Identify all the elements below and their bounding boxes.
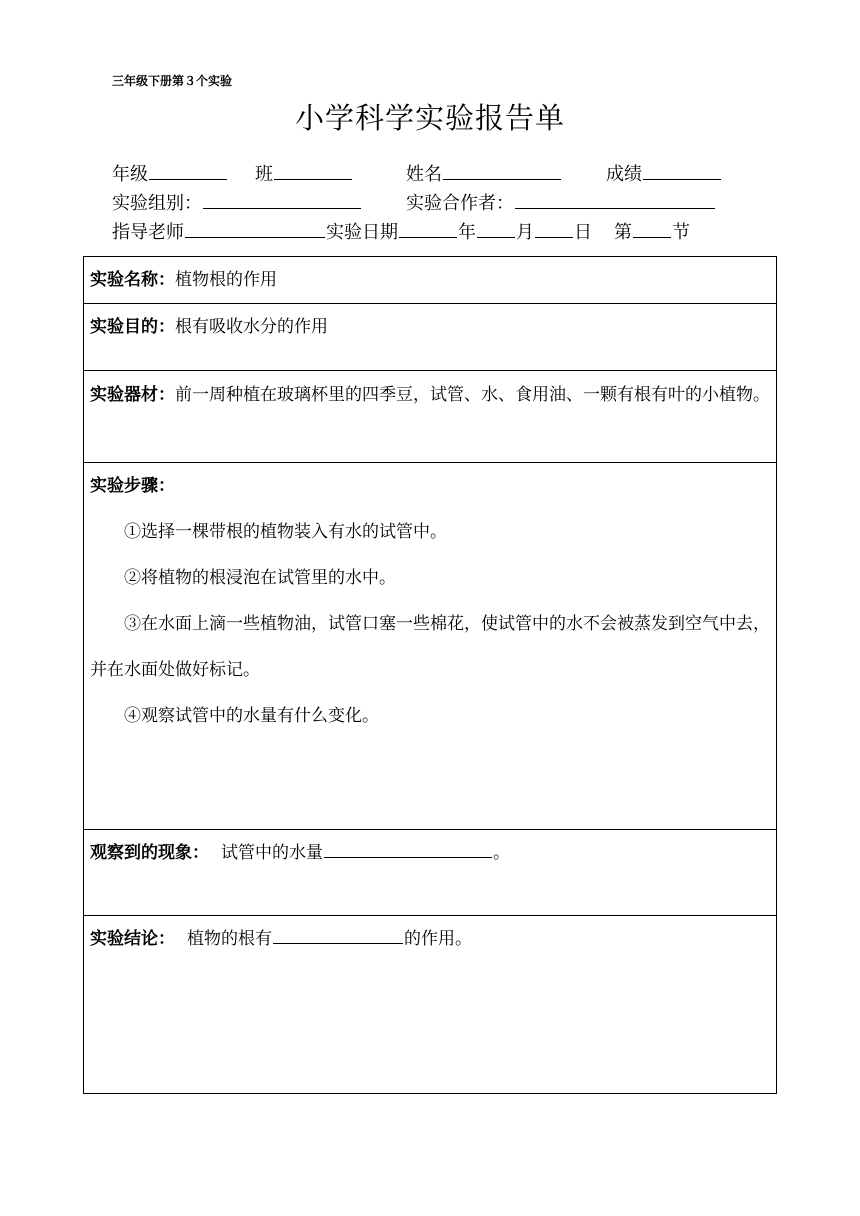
- materials-label: 实验器材：: [90, 385, 175, 405]
- step-1: ①选择一棵带根的植物装入有水的试管中。: [124, 522, 447, 542]
- month-blank[interactable]: [477, 219, 515, 238]
- steps-label: 实验步骤：: [90, 476, 175, 496]
- year-label: 年: [458, 222, 476, 243]
- class-blank[interactable]: [274, 161, 352, 180]
- teacher-date-line: [112, 218, 690, 244]
- observation-blank[interactable]: [324, 839, 492, 858]
- day-blank[interactable]: [535, 219, 573, 238]
- experiment-name-label: 实验名称：: [90, 270, 175, 290]
- score-label: 成绩: [606, 164, 642, 185]
- year-blank[interactable]: [399, 219, 457, 238]
- score-blank[interactable]: [643, 161, 721, 180]
- partner-blank[interactable]: [515, 190, 715, 209]
- observation-label: 观察到的现象：: [90, 843, 209, 863]
- partner-label: 实验合作者：: [406, 193, 514, 214]
- purpose-label: 实验目的：: [90, 317, 175, 337]
- grade-label: 年级: [112, 164, 148, 185]
- step-4: ④观察试管中的水量有什么变化。: [124, 706, 379, 726]
- page-title: 小学科学实验报告单: [294, 101, 565, 135]
- teacher-label: 指导老师: [112, 222, 184, 243]
- observation-prefix: 试管中的水量: [221, 843, 323, 863]
- purpose-value: 根有吸收水分的作用: [175, 317, 328, 337]
- experiment-name-value: 植物根的作用: [175, 270, 277, 290]
- day-label: 日: [574, 222, 592, 243]
- observation-suffix: 。: [493, 843, 510, 863]
- grade-blank[interactable]: [149, 161, 227, 180]
- row-experiment-name: [84, 257, 777, 304]
- class-field: [255, 160, 353, 186]
- row-purpose: [84, 304, 777, 371]
- purpose-cell: [84, 304, 777, 371]
- steps-cell: [84, 463, 777, 830]
- conclusion-suffix: 的作用。: [404, 929, 472, 949]
- date-label: 实验日期: [326, 222, 398, 243]
- period-blank[interactable]: [633, 219, 671, 238]
- grade-experiment-note: 三年级下册第３个实验: [112, 74, 233, 88]
- name-blank[interactable]: [443, 161, 561, 180]
- partner-field: [406, 189, 716, 215]
- name-label: 姓名: [406, 164, 442, 185]
- class-label: 班: [255, 164, 273, 185]
- materials-value: 前一周种植在玻璃杯里的四季豆，试管、水、食用油、一颗有根有叶的小植物。: [175, 385, 770, 405]
- conclusion-cell: [84, 916, 777, 1094]
- conclusion-label: 实验结论：: [90, 929, 175, 949]
- teacher-blank[interactable]: [185, 219, 325, 238]
- experiment-name-cell: [84, 257, 777, 304]
- step-2: ②将植物的根浸泡在试管里的水中。: [124, 568, 396, 588]
- period-suffix: 节: [672, 222, 690, 243]
- row-observation: [84, 830, 777, 916]
- step-3: ③在水面上滴一些植物油，试管口塞一些棉花，使试管中的水不会被蒸发到空气中去，并在水面处做好标记。: [90, 614, 770, 680]
- row-conclusion: [84, 916, 777, 1094]
- conclusion-blank[interactable]: [273, 925, 403, 944]
- report-table: [83, 256, 777, 1094]
- group-blank[interactable]: [203, 190, 361, 209]
- name-field: [406, 160, 562, 186]
- conclusion-prefix: 植物的根有: [187, 929, 272, 949]
- observation-cell: [84, 830, 777, 916]
- grade-field: [112, 160, 228, 186]
- month-label: 月: [516, 222, 534, 243]
- row-materials: [84, 371, 777, 463]
- score-field: [606, 160, 722, 186]
- materials-cell: [84, 371, 777, 463]
- group-field: [112, 189, 362, 215]
- group-label: 实验组别：: [112, 193, 202, 214]
- row-steps: [84, 463, 777, 830]
- period-prefix: 第: [614, 222, 632, 243]
